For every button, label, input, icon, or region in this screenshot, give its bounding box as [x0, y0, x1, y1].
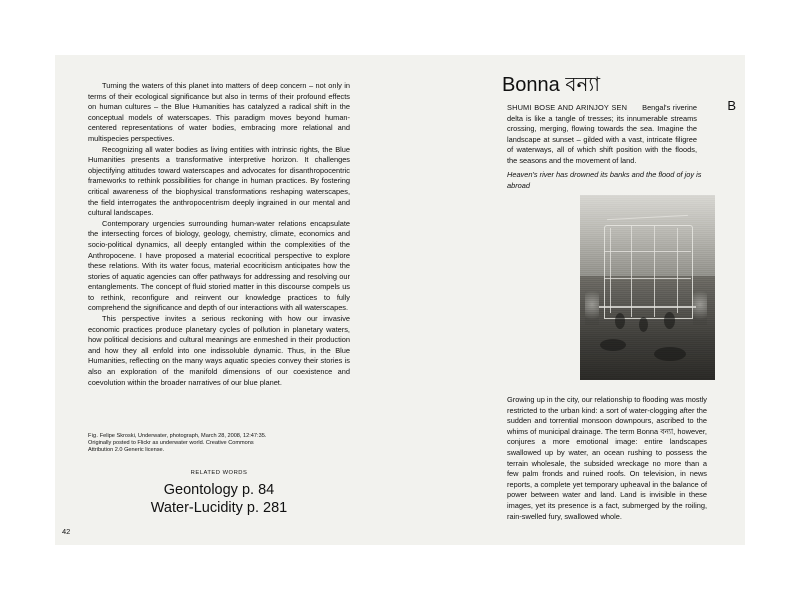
page-number-left: 42	[62, 527, 71, 536]
left-body-column	[88, 81, 350, 388]
related-words-item[interactable]: Geontology p. 84	[163, 482, 275, 498]
left-page	[55, 55, 400, 545]
article-intro-text: Bengal's riverine delta is like a tangle of tresses; its innumerable streams crossing, merging, flowing towards the sea. Imagine the landscape at sunset – gilded with a vast, intricate filigree of waterways, all of which shift position with the floods, the seasons and the movement of land.	[507, 103, 697, 165]
article-standfirst: Heaven's river has drowned its banks and the flood of joy is abroad	[507, 170, 702, 190]
figure-caption-label: Fig.	[88, 433, 99, 439]
article-title: Bonna বন্যা	[501, 74, 601, 96]
right-page	[400, 55, 745, 545]
related-words-block	[88, 470, 350, 517]
related-words-item[interactable]: Water-Lucidity p. 281	[150, 500, 288, 516]
figure-caption	[88, 433, 268, 455]
body-paragraph: Growing up in the city, our relationship to flooding was mostly restricted to the urban kind: a sort of water-clogging after the sudden and torrential monsoon downpours, ascribed to the whims of municipal drainage. The term Bonna বন্যা, however, conjures a more emotional image: entire landscapes swallowed up by water, an ocean rushing to possess the terrain wholesale, the subsided wreckage no more than a few palm fronds and ruined roofs. On television, in news reports, a complete yet temporary upheaval in the balance of power between water and land. Land is invisible in these images, yet its presence is a fact, submerged by the roiling, rain-swelled fury, swallowed whole.	[507, 395, 707, 521]
figure-caption-text: Felipe Skroski, Underwater, photograph, March 28, 2008, 12:47:35. Originally posted to Flickr as underwater world. Creative Commons Attribution 2.0 Generic license.	[88, 433, 267, 454]
body-paragraph: This perspective invites a serious reckoning with how our invasive economic practices produce planetary cycles of pollution in planetary waters, how political decisions and cultural meanings are enmeshed in their production and how they all enfold into one indissoluble dynamic. Thus, in the Blue Humanities, reflecting on the many ways aquatic species convey their stories is also an exploration of the manifold dimensions of our coexistence and coevolution within the broader narratives of our blue planet.	[88, 314, 350, 387]
photo-grain-overlay	[580, 195, 715, 380]
article-authors: SHUMI BOSE AND ARINJOY SEN	[507, 103, 628, 112]
related-words-heading: RELATED WORDS	[190, 470, 248, 476]
body-paragraph: Recognizing all water bodies as living entities with intrinsic rights, the Blue Humanities presents a transformative interpretive horizon. It challenges objectifying attitudes toward waterscapes and advocates for disanthropocentric frameworks to rethink possibilities for change in human practices. By fostering critical awareness of the biophysical transformations reshaping waterscapes, the field interrogates the anthropocentrism deeply ingrained in our mental and cultural landscapes.	[88, 144, 350, 218]
book-spread	[55, 55, 745, 545]
article-intro-block	[507, 103, 697, 167]
body-paragraph: Contemporary urgencies surrounding human-water relations encapsulate the intersecting forces of biology, geology, chemistry, climate, economics and socio-political dynamics, all deeply entangled within the complexities of the Anthropocene. I have proposed a material ecocritical perspective to explore these relations. With its water focus, material ecocriticism anticipates how the stories of aquatic agencies can offer pathways for addressing and resolving our entanglements. The concept of fluid storied matter in this discourse compels us to rethink, reconfigure and reinvent our knowledge practices to fully comprehend the significance and depth of our interactions with all waterscapes.	[88, 218, 350, 313]
article-photograph	[580, 195, 715, 380]
article-lower-text	[507, 395, 707, 522]
section-marker: B	[727, 98, 736, 113]
body-paragraph: Turning the waters of this planet into matters of deep concern – not only in terms of their ecological significance but also in terms of their profound effects on human cultures – the Blue Humanities has catalyzed a radical shift in the conceptual models of waterscapes. This paradigm moves beyond human-centered representations of water bodies, embracing more relational and multispecies perspectives.	[88, 81, 350, 143]
